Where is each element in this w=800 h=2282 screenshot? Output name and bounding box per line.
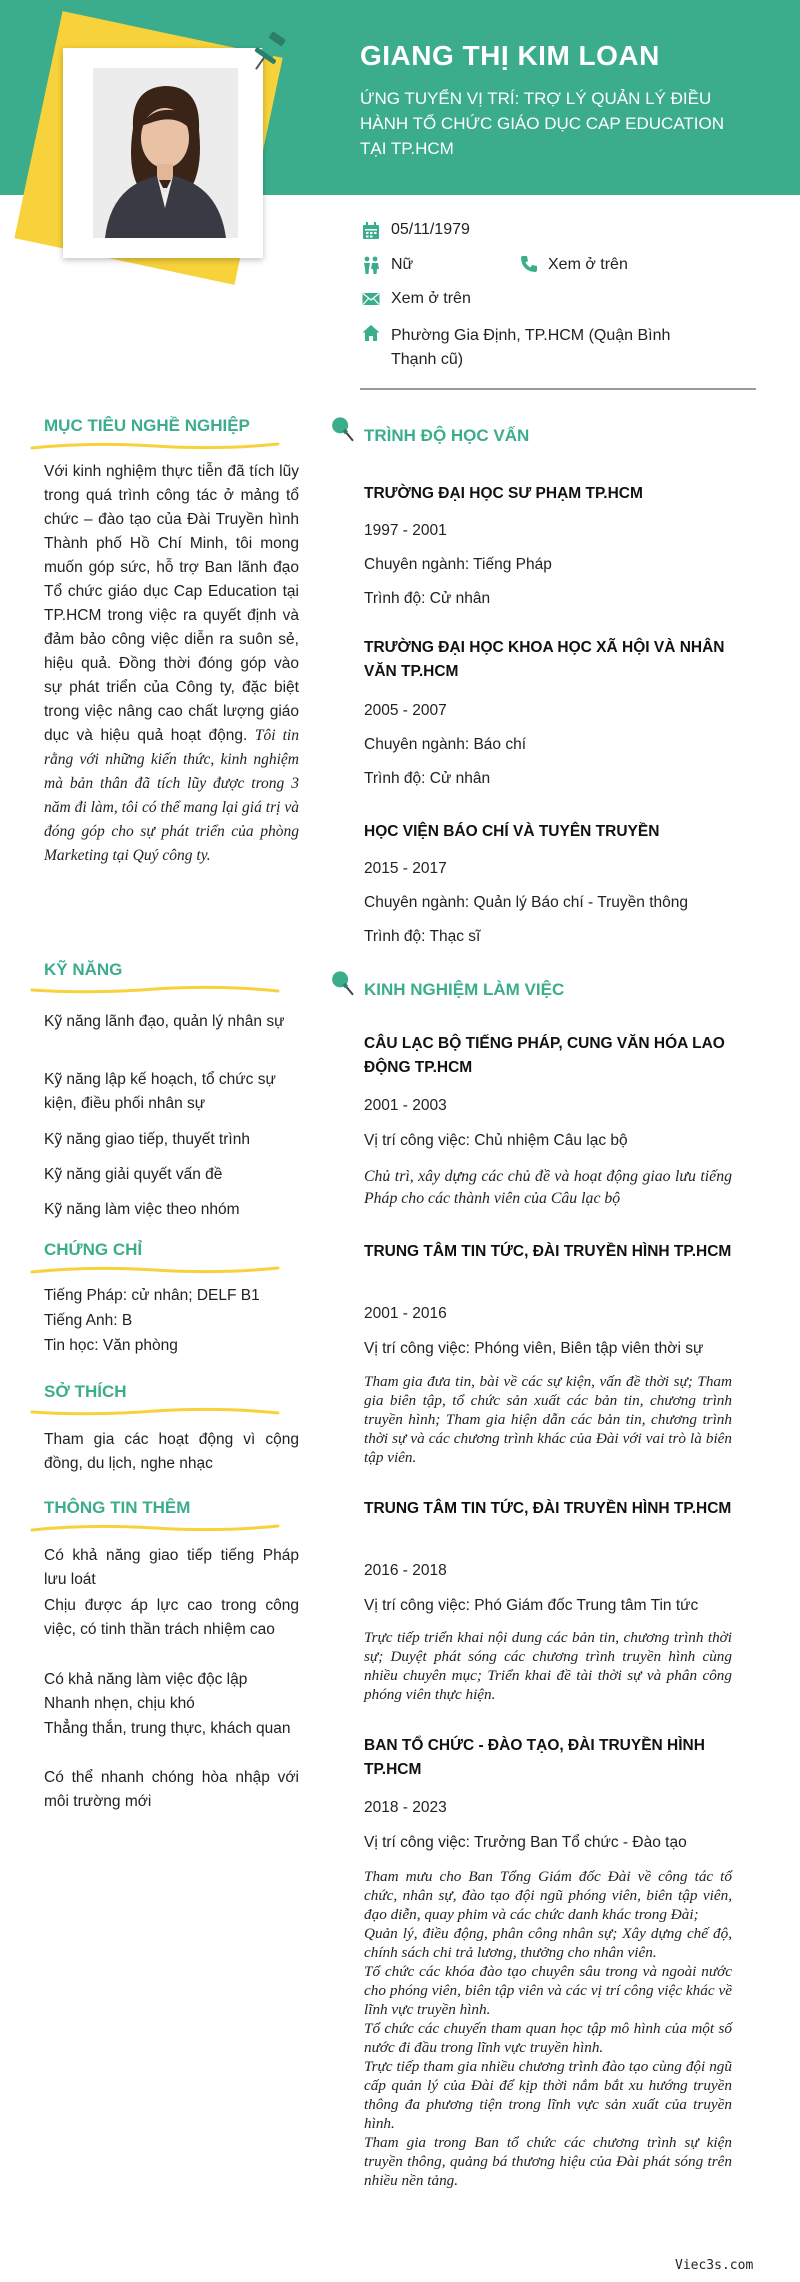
more-info-item: Thẳng thắn, trung thực, khách quan — [44, 1720, 291, 1737]
experience-role: Vị trí công việc: Trưởng Ban Tổ chức - Đào tạo — [364, 1834, 687, 1851]
education-school: TRƯỜNG ĐẠI HỌC SƯ PHẠM TP.HCM — [364, 485, 643, 502]
experience-desc-list — [364, 1867, 732, 2190]
education-heading: TRÌNH ĐỘ HỌC VẤN — [364, 426, 530, 445]
experience-desc-item: Trực tiếp tham gia nhiều chương trình đào tạo cùng đội ngũ cấp quản lý của Đài để kịp thời nắm bắt xu hướng truyền thông đa phương tiện trong lĩnh vực sản xuất của truyền hình. — [364, 2058, 732, 2132]
birthday: 05/11/1979 — [391, 221, 470, 238]
education-level: Trình độ: Thạc sĩ — [364, 928, 481, 945]
watermark-text: Viec3s.com — [675, 2258, 754, 2273]
experience-role: Vị trí công việc: Phó Giám đốc Trung tâm Tin tức — [364, 1597, 699, 1614]
objective-text-italic: Tôi tin rằng với những kiến thức, kinh nghiệm mà bản thân đã tích lũy được trong 3 năm đi làm, tôi có thể mang lại giá trị và đóng góp cho sự phát triển của phòng Marketing tại Quý công ty. — [44, 727, 299, 864]
education-years: 2005 - 2007 — [364, 702, 447, 719]
experience-desc: Trực tiếp triển khai nội dung các bản tin, chương trình thời sự; Duyệt phát sóng các chương trình truyền hình cùng nhiều chuyên mục; Triển khai đề tài thời sự và phân công phóng viên thực hiện. — [364, 1629, 732, 1703]
gender-icon — [362, 256, 380, 274]
skill-item: Kỹ năng giao tiếp, thuyết trình — [44, 1131, 250, 1148]
experience-desc: Chủ trì, xây dựng các chủ đề và hoạt động giao lưu tiếng Pháp cho các thành viên của Câu lạc bộ — [364, 1168, 732, 1207]
education-major: Chuyên ngành: Tiếng Pháp — [364, 556, 552, 573]
certificates-underline — [30, 1264, 280, 1276]
experience-org: BAN TỔ CHỨC - ĐÀO TẠO, ĐÀI TRUYỀN HÌNH TP.HCM — [364, 1737, 705, 1778]
experience-org: TRUNG TÂM TIN TỨC, ĐÀI TRUYỀN HÌNH TP.HCM — [364, 1500, 732, 1517]
experience-desc-item: Tham mưu cho Ban Tổng Giám đốc Đài về công tác tổ chức, nhân sự, đào tạo đội ngũ phóng viên, biên tập viên, đạo diễn, quay phim và các chức danh khác trong Đài; — [364, 1868, 732, 1923]
experience-desc-item: Tổ chức các khóa đào tạo chuyên sâu trong và ngoài nước cho phóng viên, biên tập viên và các vị trí công việc khác về lĩnh vực truyền hình. — [364, 1963, 732, 2018]
experience-role: Vị trí công việc: Chủ nhiệm Câu lạc bộ — [364, 1132, 628, 1149]
gender: Nữ — [391, 256, 414, 273]
skills-heading: KỸ NĂNG — [44, 960, 123, 979]
experience-desc-item: Quản lý, điều động, phân công nhân sự; Xây dựng chế độ, chính sách chi trả lương, thưởng cho nhân viên. — [364, 1925, 732, 1961]
objective-text — [44, 460, 299, 868]
header-wave — [255, 160, 800, 200]
hobbies-heading: SỞ THÍCH — [44, 1382, 127, 1401]
hobbies-text: Tham gia các hoạt động vì cộng đồng, du lịch, nghe nhạc — [44, 1431, 299, 1472]
experience-pin-icon — [328, 968, 360, 1000]
education-level: Trình độ: Cử nhân — [364, 770, 491, 787]
certificate-item: Tin học: Văn phòng — [44, 1337, 178, 1354]
candidate-name: GIANG THỊ KIM LOAN — [360, 40, 660, 71]
pushpin-icon — [244, 28, 292, 76]
experience-desc-item: Tham gia trong Ban tổ chức các chương trình sự kiện truyền thông, quảng bá thương hiệu của Đài phát sóng trên nhiều nền tảng. — [364, 2134, 732, 2189]
applied-position: ỨNG TUYỂN VỊ TRÍ: TRỢ LÝ QUẢN LÝ ĐIỀU HÀNH TỔ CHỨC GIÁO DỤC CAP EDUCATION TẠI TP.HCM — [360, 89, 724, 158]
more-info-item: Có khả năng giao tiếp tiếng Pháp lưu loát — [44, 1547, 299, 1588]
experience-desc: Tham gia đưa tin, bài về các sự kiện, vấn đề thời sự; Tham gia biên tập, tổ chức sản xuất các bản tin, chương trình truyền hình; Tham gia hiện dẫn các bản tin, chương trình thời sự và các chương trình khác của Đài với vai trò là biên tập viên. — [364, 1373, 732, 1466]
more-info-item: Chịu được áp lực cao trong công việc, có tinh thần trách nhiệm cao — [44, 1597, 299, 1638]
more-info-item: Nhanh nhẹn, chịu khó — [44, 1695, 195, 1712]
experience-role: Vị trí công việc: Phóng viên, Biên tập viên thời sự — [364, 1340, 704, 1357]
education-major: Chuyên ngành: Quản lý Báo chí - Truyền thông — [364, 894, 688, 911]
email: Xem ở trên — [391, 290, 471, 307]
hobbies-underline — [30, 1406, 280, 1418]
education-level: Trình độ: Cử nhân — [364, 590, 491, 607]
phone: Xem ở trên — [548, 256, 628, 273]
certificates-heading: CHỨNG CHỈ — [44, 1240, 143, 1259]
more-info-heading: THÔNG TIN THÊM — [44, 1498, 191, 1517]
more-info-item: Có khả năng làm việc độc lập — [44, 1671, 248, 1688]
experience-years: 2001 - 2016 — [364, 1305, 447, 1322]
education-years: 1997 - 2001 — [364, 522, 447, 539]
phone-icon — [520, 255, 538, 273]
experience-org: TRUNG TÂM TIN TỨC, ĐÀI TRUYỀN HÌNH TP.HCM — [364, 1243, 732, 1260]
profile-photo — [93, 68, 238, 238]
more-info-item: Có thể nhanh chóng hòa nhập với môi trường mới — [44, 1769, 299, 1810]
experience-years: 2001 - 2003 — [364, 1097, 447, 1114]
more-info-underline — [30, 1522, 280, 1534]
email-icon — [362, 290, 380, 308]
calendar-icon — [362, 222, 380, 240]
experience-years: 2018 - 2023 — [364, 1799, 447, 1816]
contact-divider — [360, 388, 756, 390]
address: Phường Gia Định, TP.HCM (Quận Bình Thạnh cũ) — [391, 327, 671, 368]
education-school: TRƯỜNG ĐẠI HỌC KHOA HỌC XÃ HỘI VÀ NHÂN VĂN TP.HCM — [364, 639, 725, 680]
education-years: 2015 - 2017 — [364, 860, 447, 877]
experience-desc-item: Tổ chức các chuyến tham quan học tập mô hình của một số nước đi đầu trong lĩnh vực truyền hình. — [364, 2020, 732, 2056]
experience-years: 2016 - 2018 — [364, 1562, 447, 1579]
skills-underline — [30, 984, 280, 996]
education-major: Chuyên ngành: Báo chí — [364, 736, 527, 753]
education-school: HỌC VIỆN BÁO CHÍ VÀ TUYÊN TRUYỀN — [364, 823, 660, 840]
objective-underline — [30, 440, 280, 452]
skill-item: Kỹ năng lãnh đạo, quản lý nhân sự — [44, 1013, 285, 1030]
certificate-item: Tiếng Anh: B — [44, 1312, 133, 1329]
home-icon — [362, 324, 380, 342]
skill-item: Kỹ năng giải quyết vấn đề — [44, 1166, 223, 1183]
skill-item: Kỹ năng làm việc theo nhóm — [44, 1201, 240, 1218]
objective-text-regular: Với kinh nghiệm thực tiễn đã tích lũy trong quá trình công tác ở mảng tổ chức – đào tạo của Đài Truyền hình Thành phố Hồ Chí Minh, tôi mong muốn góp sức, hỗ trợ Ban lãnh đạo Tổ chức giáo dục Cap Education tại TP.HCM trong việc ra quyết định và đảm bảo công việc diễn ra suôn sẻ, hiệu quả. Đồng thời đóng góp vào sự phát triển của Công ty, đặc biệt trong việc nâng cao chất lượng giáo dục và hiệu quả hoạt động. — [44, 463, 299, 744]
certificate-item: Tiếng Pháp: cử nhân; DELF B1 — [44, 1287, 260, 1304]
education-pin-icon — [328, 414, 360, 446]
objective-heading: MỤC TIÊU NGHỀ NGHIỆP — [44, 416, 250, 435]
experience-org: CÂU LẠC BỘ TIẾNG PHÁP, CUNG VĂN HÓA LAO ĐỘNG TP.HCM — [364, 1035, 725, 1076]
experience-heading: KINH NGHIỆM LÀM VIỆC — [364, 980, 565, 999]
skill-item: Kỹ năng lập kế hoạch, tổ chức sự kiện, điều phối nhân sự — [44, 1071, 276, 1112]
